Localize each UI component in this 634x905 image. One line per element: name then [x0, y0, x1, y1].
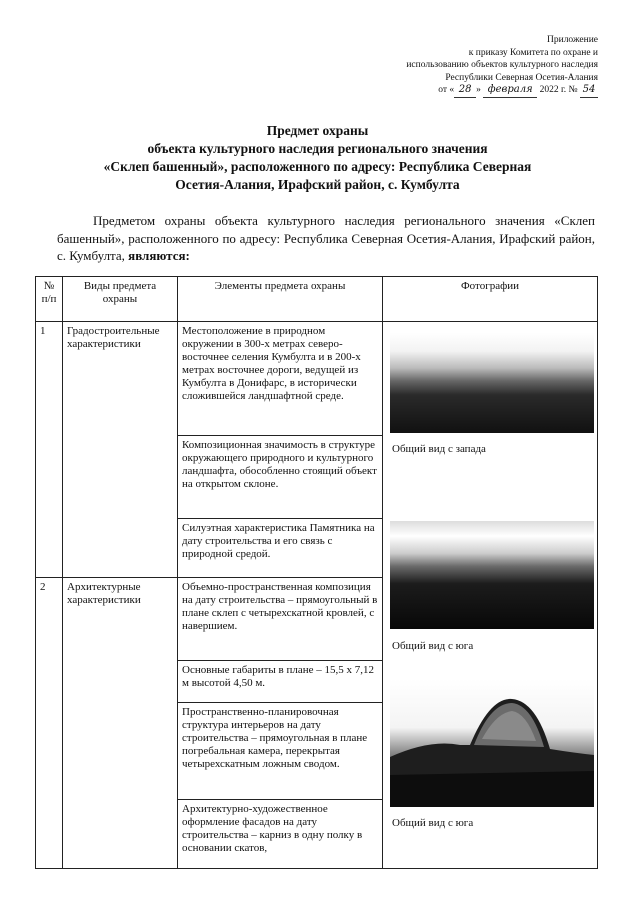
element-item: Объемно-пространственная композиция на дату строительства – прямоугольный в плане склеп с четырехскатной кровлей, с навершием.: [178, 578, 382, 661]
title-line: объекта культурного наследия регионального значения: [147, 141, 488, 156]
appendix-line: использованию объектов культурного наследия: [406, 60, 598, 70]
intro-text: Предметом охраны объекта культурного наследия регионального значения «Склеп башенный», расположенного по адресу: Республика Северная Осетия-Алания, Ирафский район, с. Кумбулта,: [57, 213, 595, 263]
header-kind: Виды предмета охраны: [63, 277, 178, 322]
title-line: Предмет охраны: [266, 123, 369, 138]
element-item: Композиционная значимость в структуре окружающего природного и культурного ландшафта, обособленно стоящий объект на открытом склоне.: [178, 436, 382, 519]
photo-caption: Общий вид с юга: [392, 640, 474, 652]
table-header-row: [36, 277, 598, 322]
photo-south-view-crypt: [390, 679, 594, 807]
appendix-line: к приказу Комитета по охране и: [468, 47, 598, 58]
row-elements: [178, 577, 383, 868]
title-line: Осетия-Алания, Ирафский район, с. Кумбулта: [175, 177, 460, 192]
protection-table: [35, 276, 598, 869]
table-row: [36, 322, 598, 578]
title-line: «Склеп башенный», расположенного по адресу: Республика Северная: [103, 159, 532, 174]
date-year: 2022 г. №: [539, 85, 578, 95]
handwritten-day: 28: [454, 84, 476, 98]
row-number: 1: [36, 322, 63, 578]
photo-caption: Общий вид с запада: [392, 443, 486, 455]
photo-south-view: [390, 521, 594, 629]
date-mid: »: [476, 85, 481, 95]
row-elements: [178, 322, 383, 578]
header-photos: Фотографии: [383, 277, 598, 322]
photo-caption: Общий вид с юга: [392, 817, 474, 829]
element-item: Пространственно-планировочная структура интерьеров на дату строительства – прямоугольная в плане погребальная камера, перекрытая четырехскатным ложным сводом.: [178, 703, 382, 800]
header-number: № п/п: [36, 277, 63, 322]
element-item: Архитектурно-художественное оформление фасадов на дату строительства – карниз в одну полку в основании скатов,: [182, 802, 363, 854]
photo-west-view: [390, 333, 594, 433]
intro-paragraph: [57, 212, 595, 265]
header-elements: Элементы предмета охраны: [178, 277, 383, 322]
date-prefix: от «: [438, 85, 455, 95]
handwritten-order-number: 54: [580, 84, 598, 98]
row-number: 2: [36, 577, 63, 868]
appendix-date-line: [338, 84, 598, 98]
element-item: Основные габариты в плане – 15,5 х 7,12 м высотой 4,50 м.: [178, 661, 382, 703]
handwritten-month: февраля: [483, 84, 537, 98]
document-title: [40, 122, 595, 194]
appendix-header: [338, 34, 598, 98]
photos-cell: [383, 322, 598, 869]
appendix-line: Приложение: [547, 35, 598, 45]
element-item: Местоположение в природном окружении в 300-х метрах северо-восточнее селения Кумбулта и в 200-х метрах восточнее дороги, ведущей из Кумбулта в Донифарс, в исторически сложившейся ландшафтной среде.: [178, 322, 382, 436]
crypt-illustration: [390, 679, 594, 807]
element-item: Силуэтная характеристика Памятника на дату строительства и его связь с природной средой.: [182, 522, 375, 560]
row-kind: Архитектурные характеристики: [63, 577, 178, 868]
appendix-line: Республики Северная Осетия-Алания: [445, 72, 598, 83]
intro-bold-tail: являются:: [124, 248, 190, 263]
row-kind: Градостроительные характеристики: [63, 322, 178, 578]
